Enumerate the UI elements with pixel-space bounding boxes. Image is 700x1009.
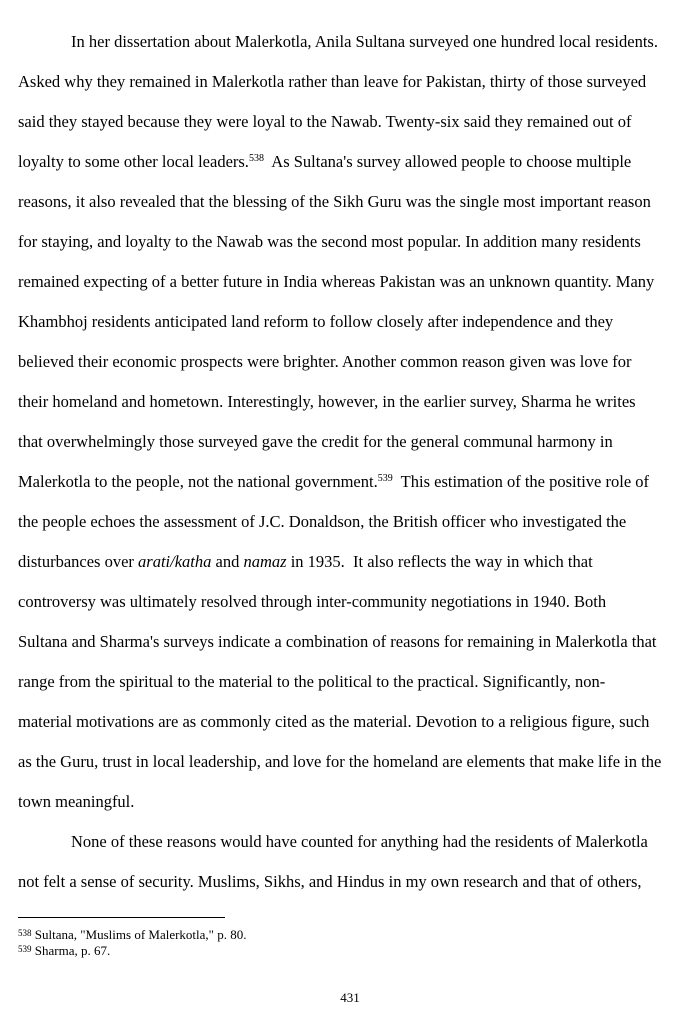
text-line: range from the spiritual to the material to the political to the practical. Significantly, non- <box>18 672 606 691</box>
footnote-separator <box>18 917 225 918</box>
body-text <box>18 22 694 902</box>
text-line: material motivations are as commonly cited as the material. Devotion to a religious figure, such <box>18 712 650 731</box>
text-line: In her dissertation about Malerkotla, Anila Sultana surveyed one hundred local residents. <box>71 32 658 51</box>
text-line: believed their economic prospects were brighter. Another common reason given was love for <box>18 352 632 371</box>
text-line: not felt a sense of security. Muslims, Sikhs, and Hindus in my own research and that of others, <box>18 872 642 891</box>
text-line <box>18 462 694 502</box>
footnote-ref-538[interactable]: 538 <box>248 153 264 164</box>
text-line: the people echoes the assessment of J.C. Donaldson, the British officer who investigated the <box>18 512 627 531</box>
text-line <box>18 542 694 582</box>
footnote-number: 539 <box>18 944 32 954</box>
text-line: controversy was ultimately resolved through inter-community negotiations in 1940. Both <box>18 592 607 611</box>
text-span: As Sultana's survey allowed people to choose multiple <box>263 152 632 171</box>
paragraph-1 <box>18 22 694 822</box>
text-span: Malerkotla to the people, not the national government. <box>18 472 378 491</box>
footnote-text: Sharma, p. 67. <box>34 943 111 958</box>
text-span: disturbances over <box>18 552 139 571</box>
footnote-538 <box>18 927 678 943</box>
text-line: Sultana and Sharma's surveys indicate a combination of reasons for remaining in Malerkotla that <box>18 632 657 651</box>
footnote-539 <box>18 943 678 959</box>
text-line: that overwhelmingly those surveyed gave the credit for the general communal harmony in <box>18 432 613 451</box>
text-line <box>18 142 694 182</box>
text-line: reasons, it also revealed that the blessing of the Sikh Guru was the single most important reason <box>18 192 651 211</box>
text-span: and <box>211 552 244 571</box>
text-line: None of these reasons would have counted for anything had the residents of Malerkotla <box>71 832 648 851</box>
text-line: town meaningful. <box>18 792 135 811</box>
text-line: Asked why they remained in Malerkotla rather than leave for Pakistan, thirty of those surveyed <box>18 72 647 91</box>
text-span: loyalty to some other local leaders. <box>18 152 249 171</box>
text-line: for staying, and loyalty to the Nawab was the second most popular. In addition many residents <box>18 232 641 251</box>
page-number: 431 <box>340 990 360 1005</box>
footnote-number: 538 <box>18 928 32 938</box>
italic-term: arati/katha <box>138 552 212 571</box>
text-line: as the Guru, trust in local leadership, and love for the homeland are elements that make life in the <box>18 752 662 771</box>
footnotes <box>18 927 678 959</box>
italic-term: namaz <box>243 552 287 571</box>
text-line: remained expecting of a better future in India whereas Pakistan was an unknown quantity. Many <box>18 272 655 291</box>
text-line: said they stayed because they were loyal to the Nawab. Twenty-six said they remained out of <box>18 112 632 131</box>
text-span: in 1935. It also reflects the way in which that <box>286 552 593 571</box>
footnote-ref-539[interactable]: 539 <box>377 473 393 484</box>
text-line: their homeland and hometown. Interestingly, however, in the earlier survey, Sharma he writes <box>18 392 636 411</box>
text-line: Khambhoj residents anticipated land reform to follow closely after independence and they <box>18 312 614 331</box>
paragraph-2 <box>18 822 694 902</box>
text-span: This estimation of the positive role of <box>392 472 650 491</box>
footnote-text: Sultana, "Muslims of Malerkotla," p. 80. <box>34 927 247 942</box>
